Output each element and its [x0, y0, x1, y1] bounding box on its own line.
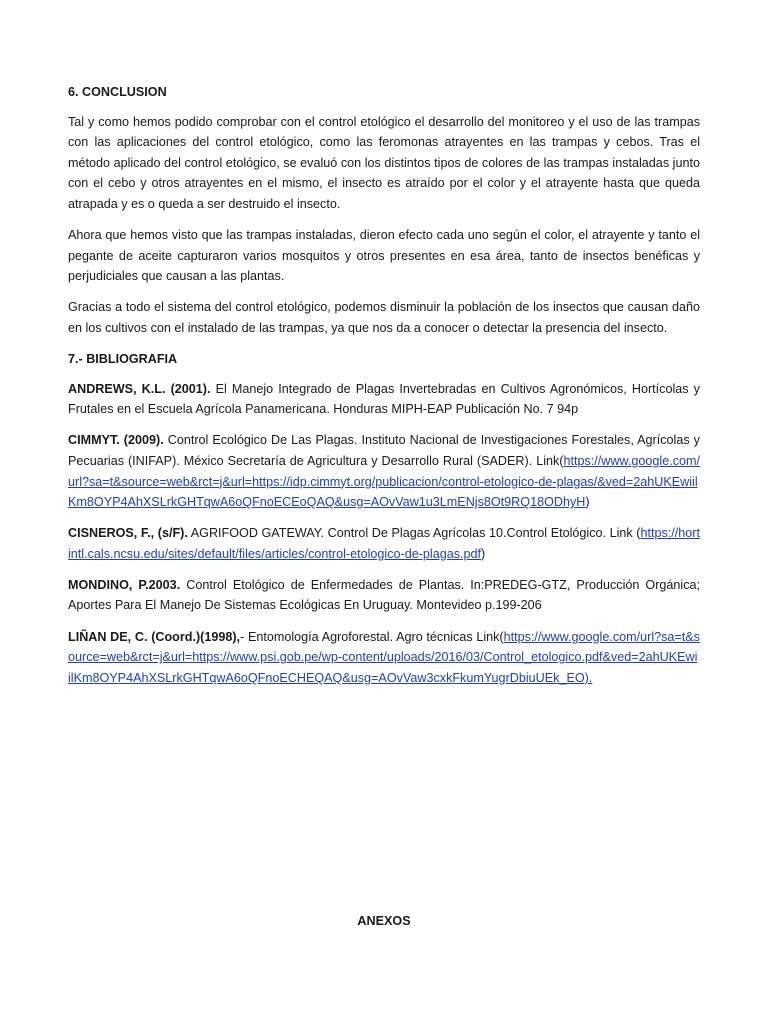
reference-text: Control Etológico de Enfermedades de Plantas. In:PREDEG-GTZ, Producción Orgánica; Aportes Para El Manejo De Sistemas Ecológicas En Uruguay. Montevideo p.199-206 [68, 577, 701, 613]
reference-link-cisneros[interactable]: https://hortintl.cals.ncsu.edu/sites/default/files/articles/control-etologico-de-plagas.pdf [68, 526, 700, 561]
section-heading-annex: ANEXOS [357, 914, 411, 928]
reference-author: LIÑAN DE, C. (Coord.)(1998), [68, 629, 241, 644]
reference-text-close: ) [585, 495, 590, 510]
reference-text: El Manejo Integrado de Plagas Invertebradas en Cultivos Agronómicos, Hortícolas y Frutales en el Escuela Agrícola Panamericana. Honduras MIPH-EAP Publicación No. 7 94p [68, 381, 700, 417]
document-page [68, 82, 700, 699]
reference-author: ANDREWS, K.L. (2001). [68, 381, 211, 396]
reference-text: Control Ecológico De Las Plagas. Instituto Nacional de Investigaciones Forestales, Agrícolas y Pecuarias (INIFAP). México Secretaría de Agricultura y Desarrollo Rural (SADER). Link( [68, 433, 700, 468]
conclusion-paragraph: Ahora que hemos visto que las trampas instaladas, dieron efecto cada uno según el color, el atrayente y tanto el pegante de aceite capturaron varios mosquitos y otros presentes en esa área, tanto de insectos benéficas y perjudiciales que causan a las plantas. [68, 228, 700, 284]
bibliography-entry-cisneros [68, 523, 700, 564]
bibliography-entry-andrews [68, 379, 700, 420]
conclusion-paragraph: Gracias a todo el sistema del control etológico, podemos disminuir la población de los insectos que causan daño en los cultivos con el instalado de las trampas, ya que nos da a conocer o detectar la presencia del insecto. [68, 300, 700, 335]
bibliography-entry-mondino [68, 575, 700, 616]
bibliography-entry-cimmyt [68, 430, 700, 512]
reference-author: CIMMYT. (2009). [68, 433, 164, 448]
bibliography-entry-linan [68, 627, 700, 689]
reference-link-linan[interactable]: https://www.google.com/url?sa=t&source=web&rct=j&url=https://www.psi.gob.pe/wp-content/uploads/2016/03/Control_etologico.pdf&ved=2ahUKEwiilKm8OYP4AhXSLrkGHTqwA6oQFnoECHEQAQ&usg=AOvVaw3cxkFkumYugrDbiuUEk_EO). [68, 629, 700, 685]
reference-text: AGRIFOOD GATEWAY. Control De Plagas Agrícolas 10.Control Etológico. Link ( [187, 526, 641, 541]
conclusion-paragraph: Tal y como hemos podido comprobar con el control etológico el desarrollo del monitoreo y el uso de las trampas con las aplicaciones del control etológico, como las feromonas atrayentes en las trampas y cebos. Tras el método aplicado del control etológico, se evaluó con los distintos tipos de colores de las trampas instaladas junto con el cebo y otros atrayentes en el mismo, el insecto es atraído por el color y el atrayente hasta que queda atrapada y es o queda a ser destruido el insecto. [68, 114, 700, 211]
section-heading-bibliography: 7.- BIBLIOGRAFIA [68, 352, 178, 367]
reference-link-cimmyt[interactable]: https://www.google.com/url?sa=t&source=web&rct=j&url=https://idp.cimmyt.org/publicacion/control-etologico-de-plagas/&ved=2ahUKEwiilKm8OYP4AhXSLrkGHTqwA6oQFnoECEoQAQ&usg=AOvVaw1u3LmENjs8Ot9RQ18ODhyH [68, 453, 700, 510]
reference-text-close: ) [481, 546, 486, 561]
reference-author: MONDINO, P.2003. [68, 577, 181, 592]
reference-text: - Entomología Agroforestal. Agro técnicas Link( [240, 629, 504, 644]
section-heading-conclusion: 6. CONCLUSION [68, 85, 167, 99]
reference-author: CISNEROS, F., (s/F). [68, 526, 188, 541]
